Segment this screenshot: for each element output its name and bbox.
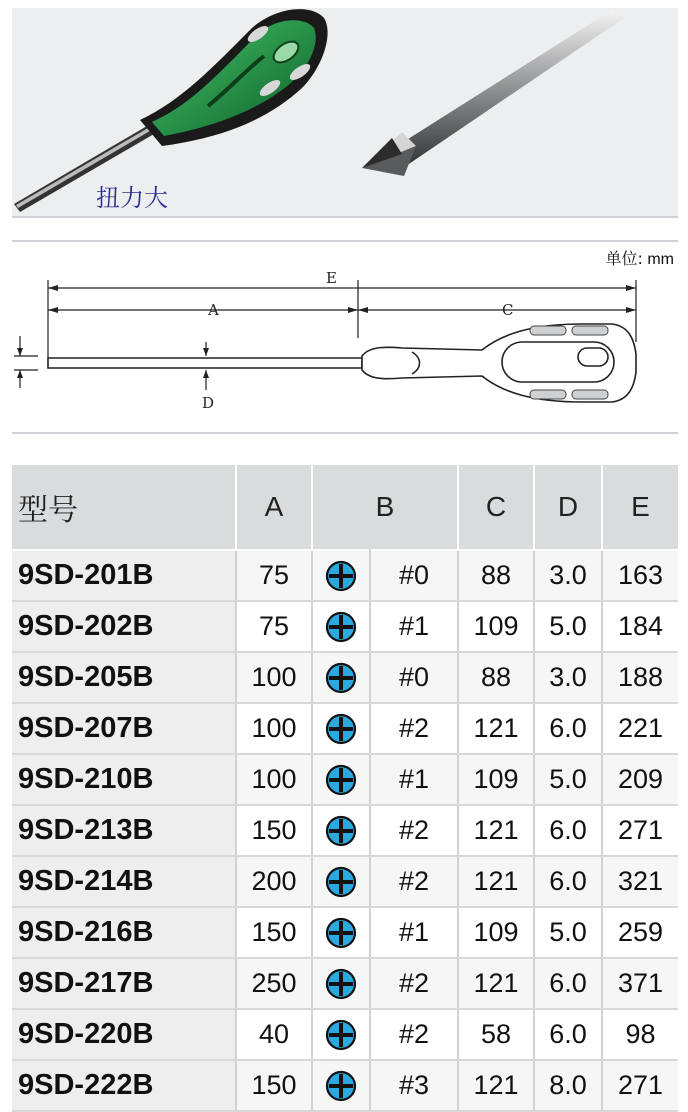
table-row: [12, 550, 678, 601]
tip-icon-cell: [312, 652, 370, 703]
dimension-diagram: [12, 258, 678, 428]
table-row: [12, 754, 678, 805]
a-cell: 200: [236, 856, 312, 907]
a-cell: 150: [236, 907, 312, 958]
d-cell: 6.0: [534, 805, 602, 856]
table-body: [12, 550, 678, 1111]
tip-icon-cell: [312, 1060, 370, 1111]
phillips-cross-icon: [325, 560, 357, 592]
e-cell: 371: [602, 958, 678, 1009]
table-row: [12, 652, 678, 703]
dimension-label-c: C: [502, 301, 514, 319]
c-cell: 109: [458, 601, 534, 652]
model-cell: 9SD-222B: [12, 1060, 236, 1111]
c-cell: 88: [458, 550, 534, 601]
tip-icon-cell: [312, 754, 370, 805]
d-cell: 6.0: [534, 856, 602, 907]
tip-icon-cell: [312, 550, 370, 601]
a-cell: 40: [236, 1009, 312, 1060]
model-cell: 9SD-217B: [12, 958, 236, 1009]
table-row: [12, 958, 678, 1009]
d-cell: 6.0: [534, 703, 602, 754]
unit-prefix: 单位:: [605, 249, 643, 268]
c-cell: 121: [458, 958, 534, 1009]
table-row: [12, 703, 678, 754]
c-cell: 109: [458, 754, 534, 805]
e-cell: 209: [602, 754, 678, 805]
b-cell: #1: [370, 907, 458, 958]
tip-icon-cell: [312, 856, 370, 907]
e-cell: 271: [602, 1060, 678, 1111]
a-cell: 150: [236, 805, 312, 856]
header-model: 型号: [12, 465, 236, 550]
b-cell: #0: [370, 652, 458, 703]
header-b: B: [312, 465, 458, 550]
divider-diagram-top: [12, 240, 678, 242]
b-cell: #2: [370, 1009, 458, 1060]
d-cell: 6.0: [534, 1009, 602, 1060]
c-cell: 121: [458, 805, 534, 856]
tip-icon-cell: [312, 958, 370, 1009]
d-cell: 8.0: [534, 1060, 602, 1111]
e-cell: 188: [602, 652, 678, 703]
table-row: [12, 601, 678, 652]
e-cell: 184: [602, 601, 678, 652]
phillips-cross-icon: [325, 815, 357, 847]
c-cell: 121: [458, 856, 534, 907]
d-cell: 3.0: [534, 652, 602, 703]
torque-label: 扭力大: [96, 184, 168, 212]
model-cell: 9SD-207B: [12, 703, 236, 754]
c-cell: 121: [458, 1060, 534, 1111]
model-cell: 9SD-202B: [12, 601, 236, 652]
spec-table: [12, 465, 678, 1112]
a-cell: 100: [236, 652, 312, 703]
table-header-row: [12, 465, 678, 550]
tip-icon-cell: [312, 805, 370, 856]
header-e: E: [602, 465, 678, 550]
phillips-cross-icon: [325, 764, 357, 796]
product-photo-band: [12, 8, 678, 216]
b-cell: #2: [370, 703, 458, 754]
dimension-label-d: D: [202, 394, 215, 412]
b-cell: #0: [370, 550, 458, 601]
b-cell: #2: [370, 805, 458, 856]
tip-icon-cell: [312, 703, 370, 754]
b-cell: #1: [370, 754, 458, 805]
table-row: [12, 907, 678, 958]
tip-icon-cell: [312, 1009, 370, 1060]
d-cell: 3.0: [534, 550, 602, 601]
e-cell: 321: [602, 856, 678, 907]
e-cell: 259: [602, 907, 678, 958]
header-a: A: [236, 465, 312, 550]
a-cell: 75: [236, 550, 312, 601]
tip-icon-cell: [312, 601, 370, 652]
b-cell: #2: [370, 958, 458, 1009]
header-c: C: [458, 465, 534, 550]
phillips-cross-icon: [325, 1019, 357, 1051]
c-cell: 58: [458, 1009, 534, 1060]
model-cell: 9SD-201B: [12, 550, 236, 601]
a-cell: 150: [236, 1060, 312, 1111]
a-cell: 250: [236, 958, 312, 1009]
divider-diagram-bottom: [12, 432, 678, 434]
phillips-cross-icon: [325, 611, 357, 643]
a-cell: 100: [236, 754, 312, 805]
b-cell: #1: [370, 601, 458, 652]
model-cell: 9SD-216B: [12, 907, 236, 958]
dimension-label-e: E: [326, 269, 337, 287]
e-cell: 98: [602, 1009, 678, 1060]
e-cell: 221: [602, 703, 678, 754]
table-row: [12, 1060, 678, 1111]
c-cell: 88: [458, 652, 534, 703]
model-cell: 9SD-220B: [12, 1009, 236, 1060]
model-cell: 9SD-214B: [12, 856, 236, 907]
c-cell: 121: [458, 703, 534, 754]
tip-icon-cell: [312, 907, 370, 958]
phillips-cross-icon: [325, 866, 357, 898]
d-cell: 5.0: [534, 907, 602, 958]
phillips-cross-icon: [325, 968, 357, 1000]
d-cell: 5.0: [534, 754, 602, 805]
model-cell: 9SD-205B: [12, 652, 236, 703]
table-row: [12, 856, 678, 907]
table-row: [12, 805, 678, 856]
e-cell: 163: [602, 550, 678, 601]
d-cell: 5.0: [534, 601, 602, 652]
header-d: D: [534, 465, 602, 550]
b-cell: #2: [370, 856, 458, 907]
dimension-label-a: A: [208, 301, 219, 319]
model-cell: 9SD-210B: [12, 754, 236, 805]
model-cell: 9SD-213B: [12, 805, 236, 856]
phillips-cross-icon: [325, 662, 357, 694]
phillips-cross-icon: [325, 713, 357, 745]
table-row: [12, 1009, 678, 1060]
divider-top: [12, 216, 678, 218]
c-cell: 109: [458, 907, 534, 958]
phillips-cross-icon: [325, 917, 357, 949]
a-cell: 75: [236, 601, 312, 652]
b-cell: #3: [370, 1060, 458, 1111]
a-cell: 100: [236, 703, 312, 754]
unit-value: mm: [647, 251, 674, 268]
d-cell: 6.0: [534, 958, 602, 1009]
e-cell: 271: [602, 805, 678, 856]
phillips-cross-icon: [325, 1070, 357, 1102]
